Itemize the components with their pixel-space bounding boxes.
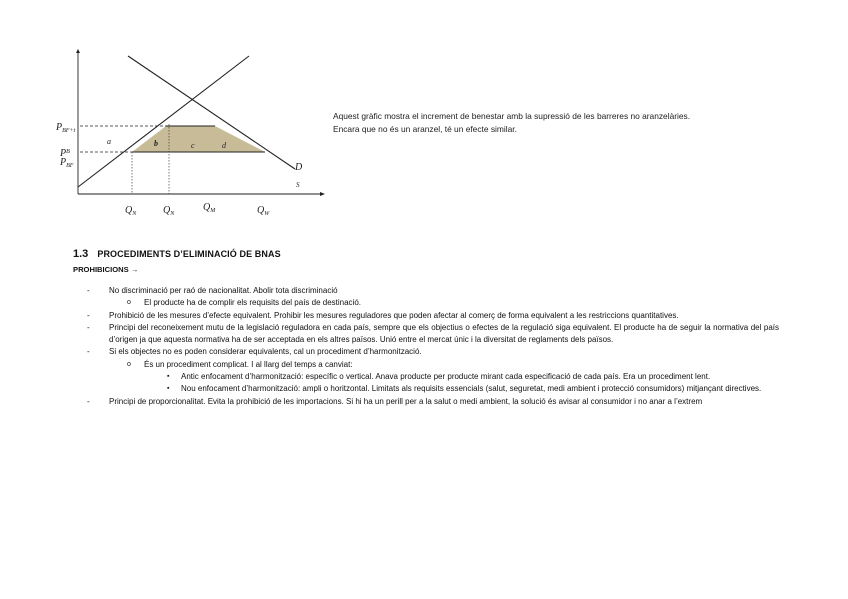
region-label-b: b — [154, 139, 158, 148]
quantity-label-1: $Q_N$ — [125, 205, 137, 217]
list-item: - Prohibició de les mesures d’efecte equivalent. Prohibir les mesures reguladores que poden afectar al comerç de forma equivalent a les restriccions quantitatives. — [85, 310, 779, 322]
caption-line-2: Encara que no és un aranzel, té un efecte similar. — [333, 124, 517, 134]
bullet-list — [85, 285, 779, 408]
price-label-barrier: $P_{BF+t}$ — [56, 122, 76, 134]
dash-marker: - — [87, 286, 90, 295]
region-label-d: d — [222, 141, 226, 150]
graph-caption — [333, 110, 783, 136]
dash-marker: - — [87, 322, 90, 332]
quantity-label-3: $Q_M$ — [203, 202, 216, 214]
list-item: - Si els objectes no es poden considerar equivalents, cal un procediment d’harmonització. — [85, 346, 779, 358]
dash-marker: - — [87, 396, 90, 406]
section-subheading: PROHIBICIONS → — [73, 265, 139, 274]
supply-curve — [78, 56, 249, 187]
circle-marker: o — [127, 299, 131, 307]
list-item: ▪ Antic enfocament d’harmonització: específic o vertical. Anava producte per producte mirant cada especificació de cada país. Era un procediment lent. — [85, 371, 779, 383]
list-item: o És un procediment complicat. I al llarg del temps a canviat: — [85, 359, 779, 371]
list-item: o El producte ha de complir els requisits del país de destinació. — [85, 297, 779, 309]
square-marker: ▪ — [167, 385, 170, 393]
section-title: PROCEDIMENTS D’ELIMINACIÓ DE BNAS — [97, 249, 281, 259]
list-item: - Principi de proporcionalitat. Evita la prohibició de les importacions. Si hi ha un perill per a la salut o medi ambient, la solució és avisar al consumidor i no anar a l’extrem — [85, 396, 779, 408]
price-label-free-2: $P_{BF}$ — [60, 157, 74, 169]
list-item: ▪ Nou enfocament d’harmonització: ampli o horitzontal. Limitats als requisits essencials (salut, seguretat, medi ambient i protecció consumidors) mitjançant directives. — [85, 383, 779, 395]
x-axis-arrow — [320, 192, 325, 196]
price-label-free: $P^B$ — [60, 148, 70, 159]
list-item: - No discriminació per raó de nacionalitat. Abolir tota discriminació — [85, 285, 779, 297]
section-heading — [73, 248, 281, 260]
dash-marker: - — [87, 310, 90, 320]
quantity-label-2: $Q_N$ — [163, 205, 175, 217]
square-marker: ▪ — [167, 373, 170, 381]
list-item: - Principi del reconeixement mutu de la legislació reguladora en cada país, sempre que els objectius o efectes de la regulació siga equivalent. El producte ha de seguir la normativa del país d’origen ja que aquesta normativa ha de ser acceptada en els altres països. Unió entre el mercat únic i la diversitat de reglaments dels països. — [87, 322, 779, 345]
section-number: 1.3 — [73, 248, 89, 260]
region-label-a: a — [107, 137, 111, 146]
welfare-graph — [52, 44, 332, 224]
y-axis-arrow — [76, 49, 80, 53]
region-label-c: c — [191, 141, 195, 150]
quantity-label-4: $Q_W$ — [257, 205, 270, 217]
circle-marker: o — [127, 360, 131, 368]
curve-label-demand: D — [295, 162, 303, 173]
curve-label-supply: S — [296, 181, 300, 189]
dash-marker: - — [87, 347, 90, 357]
caption-line-1: Aquest gràfic mostra el increment de benestar amb la supressió de les barreres no aranzelàries. — [333, 111, 691, 121]
